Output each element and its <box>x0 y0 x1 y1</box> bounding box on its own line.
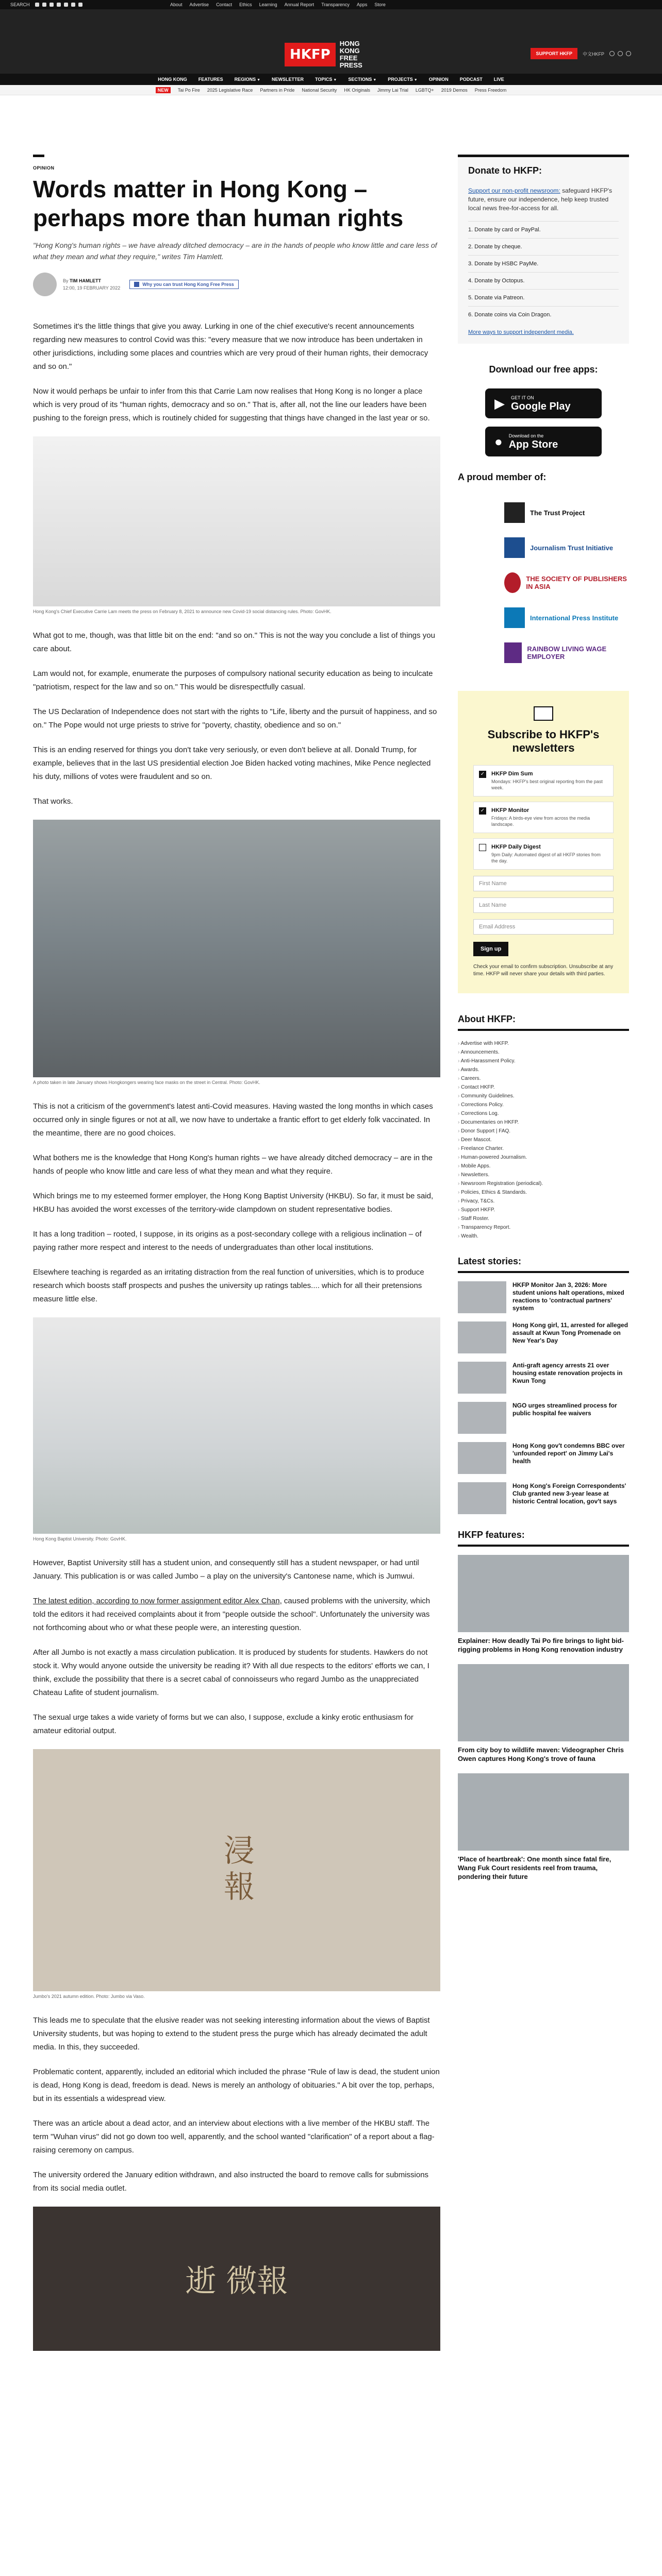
donate-option[interactable]: 4. Donate by Octopus. <box>468 272 619 289</box>
donate-intro-link[interactable]: Support our non-profit newsroom: <box>468 187 560 194</box>
about-link[interactable]: › Newsroom Registration (periodical). <box>458 1179 629 1188</box>
about-link[interactable]: › Freelance Charter. <box>458 1144 629 1153</box>
trust-label: Why you can trust Hong Kong Free Press <box>142 282 234 287</box>
member-org[interactable] <box>458 565 629 600</box>
author-name[interactable]: TIM HAMLETT <box>70 278 102 283</box>
newsletter-option-title: HKFP Monitor <box>491 807 529 814</box>
donate-option[interactable]: 3. Donate by HSBC PayMe. <box>468 255 619 272</box>
nav-features[interactable] <box>198 77 223 82</box>
newsletter-option[interactable] <box>473 838 614 870</box>
feature-story[interactable] <box>458 1555 629 1654</box>
paragraph: This is not a criticism of the government's latest anti-Covid measures. Having wasted the long months in which cases occurred only in single figures or not at all, we now have to undertake a frantic effort to get elderly folk vaccinated. In the meantime, there are no good choices. <box>33 1102 433 1138</box>
first-name-input[interactable]: First Name <box>473 876 614 891</box>
about-list <box>458 1039 629 1241</box>
top-link-transparency[interactable]: Transparency <box>321 2 350 7</box>
member-org[interactable] <box>458 600 629 635</box>
app-store-text <box>509 433 558 450</box>
paragraph: What bothers me is the knowledge that Hong Kong's human rights – we have already ditched democracy – are in the hands of people who know little and care less of what they mean and what they require. <box>33 1154 433 1176</box>
envelope-icon <box>534 706 553 721</box>
top-link-store[interactable]: Store <box>374 2 386 7</box>
article-link[interactable]: The latest edition, according to now former assignment editor Alex Chan, <box>33 1597 282 1605</box>
top-link-annual-report[interactable]: Annual Report <box>284 2 315 7</box>
story-title: Hong Kong girl, 11, arrested for alleged assault at Kwun Tong Promenade on New Year's Day <box>512 1321 628 1344</box>
newsletter-heading: Subscribe to HKFP's newsletters <box>487 728 600 754</box>
newsletter-box <box>458 691 629 993</box>
jti-logo <box>504 537 525 558</box>
features-section <box>458 1530 629 1881</box>
story-thumbnail <box>458 1321 506 1353</box>
trending-link[interactable]: 2025 Legislative Race <box>207 87 253 93</box>
ipi-logo <box>504 607 525 628</box>
member-org-name: International Press Institute <box>530 614 619 622</box>
paragraph: Problematic content, apparently, included an editorial which included the phrase "Rule of law is dead, the student union is dead, Hong Kong is dead, freedom is dead. News is merely an anthology of obituaries." A bit over the top, perhaps, but in its essentials a widespread view. <box>33 2067 440 2103</box>
paragraph: Which brings me to my esteemed former employer, the Hong Kong Baptist University (HKBU). So far, it must be said, HKBU has avoided the worst excesses of the territory-wide clampdown on student representative bodies. <box>33 1192 434 1214</box>
nav-topics[interactable] <box>315 77 337 82</box>
member-heading: A proud member of: <box>458 472 547 482</box>
story-title: Anti-graft agency arrests 21 over housing estate renovation projects in Kwun Tong <box>512 1362 623 1384</box>
photo-masks-central <box>33 820 440 1077</box>
about-link[interactable]: › Announcements. <box>458 1048 629 1057</box>
paragraph: After all Jumbo is not exactly a mass circulation publication. It is produced by students for students. Hawkers do not stock it. Why would anyone outside the university be reading it? With all due respects to the editors' efforts we can, I think, exclude the possibility that there is a secret cabal of connoisseurs who regard Jumbo as the unappreciated Chateau Lafite of student journalism. <box>33 1648 429 1697</box>
about-link[interactable]: › Transparency Report. <box>458 1223 629 1232</box>
photo-baptist-university <box>33 1317 440 1534</box>
nav-label: PROJECTS <box>388 77 413 82</box>
about-link[interactable]: › Awards. <box>458 1065 629 1074</box>
article-excerpt: "Hong Kong's human rights – we have already ditched democracy – are in the hands of people who know little and care less of what they mean and what they require," writes Tim Hamlett. <box>33 241 437 261</box>
signup-button[interactable]: Sign up <box>473 942 508 956</box>
top-link-apps[interactable]: Apps <box>356 2 368 7</box>
article-category[interactable]: OPINION <box>33 165 55 171</box>
member-org[interactable] <box>458 635 629 670</box>
email-input[interactable]: Email Address <box>473 919 614 935</box>
nav-regions[interactable] <box>235 77 260 82</box>
play-icon: ▶ <box>494 395 505 411</box>
nav-hong-kong[interactable] <box>158 77 187 82</box>
article-date: 12:00, 19 FEBRUARY 2022 <box>63 285 121 291</box>
last-name-input[interactable]: Last Name <box>473 897 614 913</box>
about-link[interactable]: › Privacy, T&Cs. <box>458 1197 629 1206</box>
nav-label: FEATURES <box>198 77 223 82</box>
story-title: NGO urges streamlined process for public hospital fee waivers <box>512 1402 617 1417</box>
story-thumbnail <box>458 1442 506 1474</box>
member-section <box>458 472 629 670</box>
trending-link[interactable]: Tai Po Fire <box>177 87 200 93</box>
menu-icon[interactable] <box>626 51 631 56</box>
newsletter-option[interactable] <box>473 765 614 796</box>
about-link[interactable]: › Careers. <box>458 1074 629 1083</box>
checkbox-checked[interactable]: ✓ <box>479 807 486 815</box>
about-section <box>458 1014 629 1241</box>
story-thumbnail <box>458 1281 506 1313</box>
app-store-button[interactable] <box>485 427 602 456</box>
paragraph: This leads me to speculate that the elusive reader was not seeking interesting information about the views of Baptist University students, but was hoping to extend to the student press the purge which has already decimated the adult media. In this, they succeeded. <box>33 2016 430 2052</box>
nav-label: REGIONS <box>234 77 256 82</box>
feature-title: From city boy to wildlife maven: Videographer Chris Owen captures Hong Kong's trove of fauna <box>458 1746 624 1762</box>
paragraph: Now it would perhaps be unfair to infer from this that Carrie Lam now realises that Hong Kong is no longer a place which is very proud of its "human rights, democracy and so on." That is, after all, not the line our leaders have been pushing to the foreign press, which is routinely chided for suggesting that things have changed in the last year or so. <box>33 387 430 422</box>
latest-story[interactable] <box>458 1442 629 1474</box>
donate-heading: Donate to HKFP: <box>468 165 542 176</box>
trending-bar <box>0 85 662 95</box>
sopa-logo <box>504 572 521 593</box>
story-title: Hong Kong's Foreign Correspondents' Club granted new 3-year lease at historic Central location, gov't says <box>512 1482 626 1505</box>
story-thumbnail <box>458 1482 506 1514</box>
newsletter-note: Check your email to confirm subscription. Unsubscribe at any time. HKFP will never share your details with third parties. <box>473 964 614 977</box>
author-avatar <box>33 273 57 296</box>
donate-option[interactable]: 2. Donate by cheque. <box>468 238 619 255</box>
about-heading: About HKFP: <box>458 1014 629 1031</box>
newsletter-option-title: HKFP Dim Sum <box>491 771 533 777</box>
about-link[interactable]: › Community Guidelines. <box>458 1092 629 1100</box>
new-badge: NEW <box>156 87 171 93</box>
paragraph: What got to me, though, was that little bit on the end: "and so on." This is not the way you conclude a list of things you care about. <box>33 631 435 653</box>
trending-link[interactable]: LGBTQ+ <box>415 87 434 93</box>
caption: Hong Kong Baptist University. Photo: GovHK. <box>33 1536 127 1541</box>
site-header <box>0 9 662 74</box>
trust-badge[interactable] <box>129 280 239 289</box>
top-bar <box>0 0 662 9</box>
donate-option[interactable]: 6. Donate coins via Coin Dragon. <box>468 306 619 323</box>
about-link[interactable]: › Documentaries on HKFP. <box>458 1118 629 1127</box>
header-icons <box>609 51 631 56</box>
photo-jumbo-spread <box>33 2207 440 2351</box>
newsletter-option-desc: Mondays: HKFP's best original reporting from the past week. <box>491 779 603 790</box>
nav-projects[interactable] <box>388 77 417 82</box>
caption: Hong Kong's Chief Executive Carrie Lam meets the press on February 8, 2021 to announce new Covid-19 social distancing rules. Photo: GovHK. <box>33 609 332 614</box>
app-store-small: Download on the <box>508 433 544 438</box>
latest-story[interactable] <box>458 1362 629 1394</box>
about-link[interactable]: › Corrections Log. <box>458 1109 629 1118</box>
story-thumbnail <box>458 1402 506 1434</box>
latest-story[interactable] <box>458 1321 629 1353</box>
latest-stories <box>458 1256 629 1514</box>
language-link[interactable]: 中文HKFP <box>582 51 604 57</box>
trust-icon <box>134 282 139 287</box>
photo-jumbo-cover <box>33 1749 440 1991</box>
member-org-name: The Trust Project <box>530 509 585 517</box>
rss-icon[interactable] <box>78 3 82 7</box>
google-play-big: Google Play <box>511 400 571 412</box>
about-link[interactable]: › Wealth. <box>458 1232 629 1241</box>
top-link-about[interactable]: About <box>170 2 183 7</box>
top-link-advertise[interactable]: Advertise <box>189 2 209 7</box>
search-icon[interactable] <box>609 51 615 56</box>
about-link[interactable]: › Newsletters. <box>458 1171 629 1179</box>
nav-newsletter[interactable] <box>272 77 304 82</box>
apps-section <box>458 364 629 456</box>
nav-label: PODCAST <box>459 77 483 82</box>
google-play-button[interactable] <box>485 388 602 418</box>
member-org-name: RAINBOW LIVING WAGE EMPLOYER <box>527 645 607 660</box>
byline-text: By TIM HAMLETT 12:00, 19 FEBRUARY 2022 <box>63 278 121 291</box>
paragraph: Elsewhere teaching is regarded as an irritating distraction from the real function of universities, which is to produce research which boosts staff prospects and pushes the university up ratings tables.... which for all their pretensions measure little else. <box>33 1268 424 1303</box>
latest-story[interactable] <box>458 1402 629 1434</box>
nav-podcast[interactable] <box>460 77 483 82</box>
latest-story[interactable] <box>458 1281 629 1313</box>
trending-link[interactable]: HK Originals <box>344 87 370 93</box>
paragraph: The US Declaration of Independence does not start with the rights to "Life, liberty and the pursuit of happiness, and so on." The Pope would not urge priests to strive for "poverty, chastity, obedience and so on." <box>33 707 437 730</box>
latest-heading: Latest stories: <box>458 1256 629 1273</box>
about-link[interactable]: › Policies, Ethics & Standards. <box>458 1188 629 1197</box>
logo-mark: HKFP <box>285 43 336 66</box>
nav-live[interactable] <box>494 77 504 82</box>
paragraph: However, Baptist University still has a student union, and consequently still has a student newspaper, or had until January. This publication is or was called Jumbo – a play on the university's Cantonese name, which is Jumwui. <box>33 1558 419 1581</box>
story-title: Hong Kong gov't condemns BBC over 'unfounded report' on Jimmy Lai's health <box>512 1442 625 1465</box>
chevron-down-icon: ▼ <box>333 78 337 82</box>
member-org[interactable] <box>458 495 629 530</box>
paragraph: There was an article about a dead actor, and an interview about elections with a live member of the HKBU staff. The term "Wuhan virus" did not go down too well, apparently, and the school wanted "clarification" of a report about a flag-raising ceremony on campus. <box>33 2119 435 2155</box>
trending-link[interactable]: Press Freedom <box>474 87 507 93</box>
search-link[interactable]: SEARCH <box>10 2 30 7</box>
trust-project-logo <box>504 502 525 523</box>
feature-title: 'Place of heartbreak': One month since fatal fire, Wang Fuk Court residents reel from trauma, pondering their future <box>458 1855 611 1880</box>
paragraph-text: caused problems with the university, which told the editors it had received complaints about it from "people outside the school". Unfortunately the university was not forthcoming about who or what these people were, an interesting question. <box>33 1597 431 1632</box>
checkbox-checked[interactable]: ✓ <box>479 771 486 778</box>
apps-heading: Download our free apps: <box>489 364 598 375</box>
title-rule <box>33 155 44 157</box>
nav-opinion[interactable] <box>429 77 449 82</box>
social-icons <box>35 3 82 7</box>
member-org-name: Journalism Trust Initiative <box>530 544 614 552</box>
feature-story[interactable] <box>458 1664 629 1763</box>
top-link-contact[interactable]: Contact <box>216 2 233 7</box>
trending-link[interactable]: Partners in Pride <box>260 87 295 93</box>
checkbox-unchecked[interactable] <box>479 844 486 851</box>
latest-story[interactable] <box>458 1482 629 1514</box>
paragraph: This is an ending reserved for things you don't take very seriously, or even don't believe at all. Donald Trump, for example, believes that in the last US presidential election Joe Biden hacked voting machines, Mike Pence neglected his duty, millions of votes were fraudulent and so on. <box>33 745 431 781</box>
nav-label: OPINION <box>428 77 449 82</box>
main-nav <box>0 74 662 85</box>
logo-name-line-1: HONG KONG <box>339 40 360 55</box>
logo-name-line-2: FREE PRESS <box>339 54 362 69</box>
donate-option[interactable]: 1. Donate by card or PayPal. <box>468 221 619 238</box>
feature-image <box>458 1664 629 1741</box>
youtube-icon[interactable] <box>57 3 61 7</box>
support-button[interactable]: SUPPORT HKFP <box>531 48 577 59</box>
user-icon[interactable] <box>618 51 623 56</box>
rainbow-wage-logo <box>504 642 522 663</box>
paragraph: Lam would not, for example, enumerate the purposes of compulsory national security education as being to inculcate "patriotism, respect for the law and so on." This would be disrespectfully casual. <box>33 669 433 691</box>
donate-intro <box>468 187 619 213</box>
top-links <box>170 2 386 7</box>
donate-intro-text: safeguard HKFP's future, ensure our independence, help keep trusted local news free-for-access for all. <box>468 187 613 212</box>
paragraph: Sometimes it's the little things that give you away. Lurking in one of the chief executive's recent announcements regarding new measures to control Covid was this: "every measure that we now introduce has been undertaken in other jurisdictions, including some places and countries which are very proud of their human rights, their democracy and so on." <box>33 322 428 371</box>
newsletter-option-title: HKFP Daily Digest <box>491 844 541 850</box>
feature-story[interactable] <box>458 1773 629 1881</box>
mail-icon[interactable] <box>71 3 75 7</box>
about-link[interactable]: › Donor Support | FAQ. <box>458 1127 629 1136</box>
nav-label: HONG KONG <box>158 77 187 82</box>
trending-link[interactable]: National Security <box>302 87 337 93</box>
twitter-icon[interactable] <box>42 3 46 7</box>
chevron-down-icon: ▼ <box>373 78 377 82</box>
article <box>33 155 440 2351</box>
apple-icon: ● <box>494 433 503 449</box>
photo-carrie-lam-press <box>33 436 440 606</box>
newsletter-option-desc: 9pm Daily: Automated digest of all HKFP stories from the day. <box>491 852 601 863</box>
donate-more-link[interactable]: More ways to support independent media. <box>468 329 574 335</box>
header-actions <box>531 48 631 59</box>
sidebar <box>458 155 629 1891</box>
facebook-icon[interactable] <box>35 3 39 7</box>
jumbo-spread-text: 逝 微報 <box>185 2263 288 2299</box>
chevron-down-icon: ▼ <box>257 78 261 82</box>
trending-link[interactable]: Jimmy Lai Trial <box>377 87 408 93</box>
story-thumbnail <box>458 1362 506 1394</box>
paragraph: The university ordered the January edition withdrawn, and also instructed the board to remove calls for submissions from its social media outlet. <box>33 2171 429 2193</box>
about-link[interactable]: › Human-powered Journalism. <box>458 1153 629 1162</box>
about-link[interactable]: › Contact HKFP. <box>458 1083 629 1092</box>
google-play-small: GET IT ON <box>511 395 534 400</box>
member-org[interactable] <box>458 530 629 565</box>
nav-label: LIVE <box>493 77 504 82</box>
app-store-big: App Store <box>508 438 558 450</box>
paragraph: The sexual urge takes a wide variety of forms but we can also, I suppose, exclude a kinky erotic enthusiasm for amateur editorial output. <box>33 1713 413 1735</box>
paragraph: That works. <box>33 797 73 806</box>
linkedin-icon[interactable] <box>64 3 68 7</box>
about-link[interactable]: › Deer Mascot. <box>458 1136 629 1144</box>
story-title: HKFP Monitor Jan 3, 2026: More student unions halt operations, mixed reactions to 'contractual partners' system <box>512 1281 624 1312</box>
caption: Jumbo's 2021 autumn edition. Photo: Jumbo via Vaso. <box>33 1994 145 1999</box>
nav-label: NEWSLETTER <box>272 77 304 82</box>
paragraph <box>33 1595 440 1635</box>
caption: A photo taken in late January shows Hongkongers wearing face masks on the street in Central. Photo: GovHK. <box>33 1080 260 1085</box>
about-link[interactable]: › Support HKFP. <box>458 1206 629 1214</box>
about-link[interactable]: › Corrections Policy. <box>458 1100 629 1109</box>
nav-sections[interactable] <box>348 77 376 82</box>
about-link[interactable]: › Advertise with HKFP. <box>458 1039 629 1048</box>
site-logo[interactable] <box>285 40 376 69</box>
article-title: Words matter in Hong Kong – perhaps more than human rights <box>33 176 404 231</box>
logo-name <box>340 40 376 69</box>
about-link[interactable]: › Mobile Apps. <box>458 1162 629 1171</box>
about-link[interactable]: › Staff Roster. <box>458 1214 629 1223</box>
newsletter-option-desc: Fridays: A birds-eye view from across the media landscape. <box>491 816 590 827</box>
donate-option[interactable]: 5. Donate via Patreon. <box>468 289 619 306</box>
chevron-down-icon: ▼ <box>413 78 418 82</box>
newsletter-option[interactable] <box>473 802 614 833</box>
feature-title: Explainer: How deadly Tai Po fire brings to light bid-rigging problems in Hong Kong renovation industry <box>458 1637 624 1653</box>
paragraph: It has a long tradition – rooted, I suppose, in its origins as a post-secondary college with a religious inclination – of paying rather more respect and interest to the needs of undergraduates than other local institutions. <box>33 1230 422 1252</box>
jumbo-masthead: 浸報 <box>219 1834 255 1906</box>
member-org-name: THE SOCIETY OF PUBLISHERS IN ASIA <box>526 575 627 590</box>
feature-image <box>458 1555 629 1632</box>
about-link[interactable]: › Anti-Harassment Policy. <box>458 1057 629 1065</box>
nav-label: TOPICS <box>315 77 333 82</box>
features-heading: HKFP features: <box>458 1530 629 1547</box>
donate-box <box>458 155 629 344</box>
nav-label: SECTIONS <box>348 77 372 82</box>
top-link-learning[interactable]: Learning <box>259 2 277 7</box>
top-link-ethics[interactable]: Ethics <box>239 2 252 7</box>
trending-link[interactable]: 2019 Demos <box>441 87 468 93</box>
feature-image <box>458 1773 629 1851</box>
byline <box>33 273 440 296</box>
google-play-text <box>511 395 571 412</box>
instagram-icon[interactable] <box>49 3 54 7</box>
